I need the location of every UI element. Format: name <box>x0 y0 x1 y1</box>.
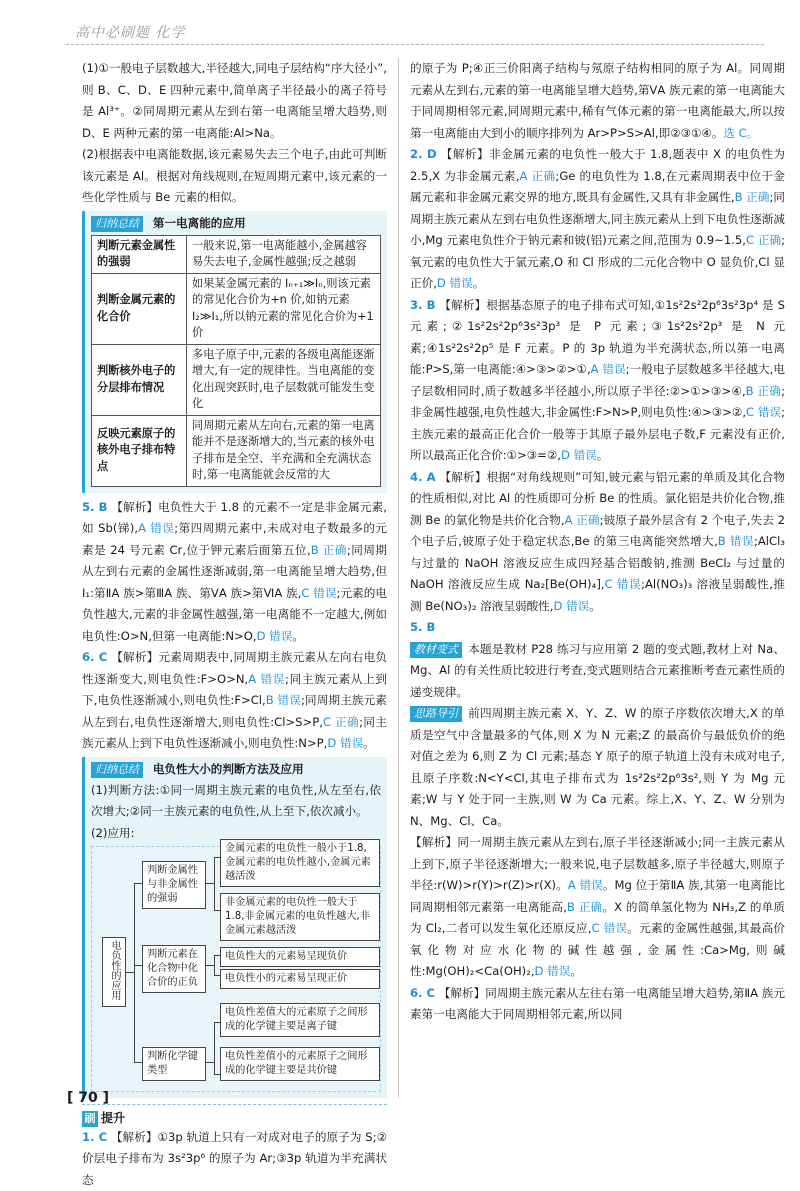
section-label: 提升 <box>101 1111 125 1125</box>
page-number: [ 70 ] <box>67 1090 109 1106</box>
verdict: C 正确 <box>323 715 359 729</box>
verdict: B 正确 <box>311 543 347 557</box>
diagram-leaf: 电负性差值小的元素原子之间形成的化学键主要是共价键 <box>220 1047 380 1081</box>
textbook-variant <box>410 639 785 704</box>
table-key: 反映元素原子的核外电子排布特点 <box>92 415 187 486</box>
text: ;同周期从左到右元素的金属性逐渐减弱,第一电离能呈增大趋势,但 I₁:第ⅡA 族>第ⅢA 族、第ⅤA 族>第ⅥA 族, <box>82 543 387 600</box>
text: 前四周期主族元素 X、Y、Z、W 的原子序数依次增大,X 的单质是空气中含量最多的气体,则 X 为 N 元素;Z 的最高价与最低负价的绝对值之差为 6,则 Z 为 Cl 元素;基态 Y 原子的原子轨道上没有未成对电子,且原子序数:N<Y<Cl,其电子排布式为 1s²2s²2p⁶3s²,则 Y 为 Mg 元素;W 与 Y 处于同一主族,则 W 为 Ca 元素。综上,X、Y、Z、W 分别为 N、Mg、Cl、Ca。 <box>410 706 785 828</box>
summary-title: 电负性大小的判断方法及应用 <box>153 762 304 776</box>
table-value: 一般来说,第一电离能越小,金属越容易失去电子,金属性越强;反之越弱 <box>187 235 381 273</box>
verdict: D 错误 <box>535 964 571 978</box>
table-key: 判断元素金属性的强弱 <box>92 235 187 273</box>
table-key: 判断核外电子的分层排布情况 <box>92 344 187 415</box>
text: 的原子为 P;④正三价阳离子结构与氖原子结构相同的原子为 Al。同周期元素从左到右,元素的第一电离能呈增大趋势,第ⅤA 族元素的第一电离能大于同周期相邻元素,同周期元素中,稀有气体元素的第一电离能最大,所以按第一电离能由大到小的顺序排列为 Ar>P>S>Al,即②③①④。 <box>410 61 785 140</box>
verdict: A 错误 <box>568 878 603 892</box>
text: 本题是教材 P28 练习与应用第 2 题的变式题,教材上对 Na、Mg、Al 的有关性质比较进行考查,变式题则结合元素推断考查元素性质的递变规律。 <box>410 642 785 699</box>
text: 【解析】同一周期主族元素从左到右,原子半径逐渐减小;同一主族元素从上到下,原子半径逐渐增大;一般来说,电子层数越多,原子半径越大,则原子半径:r(W)>r(Y)>r(Z)>r(X)。 <box>410 835 785 892</box>
diagram-connector <box>206 1062 214 1063</box>
text: ;元素的电负性越大,元素的非金属性越强,第一电离能不一定越大,例如电负性:O>N,但第一电离能:N>O, <box>82 586 387 643</box>
table-row <box>92 344 381 415</box>
summary-tag: 归纳总结 <box>91 216 143 232</box>
answer-paragraph-2: (2)根据表中电离能数据,该元素易失去三个电子,由此可判断该元素是 Al。根据对角线规则,在短周期元素中,该元素的一些化学性质与 Be 元素的相似。 <box>82 144 387 209</box>
verdict: C 错误 <box>605 577 642 591</box>
diagram-connector <box>214 955 215 975</box>
text: ;同主族元素从上到下,电负性逐渐减小,则电负性:F>Cl, <box>82 672 387 708</box>
summary-line: (1)判断方法:①同一周期主族元素的电负性,从左至右,依次增大;②同一主族元素的电负性,从上至下,依次减小。 <box>91 780 381 823</box>
answer-paragraph-1: (1)①一般电子层数越大,半径越大,同电子层结构“序大径小”,则 B、C、D、E 四种元素中,简单离子半径最小的离子符号是 Al³⁺。②同周期元素从左到右第一电离能呈增大趋势,则 D、E 两种元素的第一电离能:Al>Na。 <box>82 58 387 144</box>
left-column <box>82 58 387 1191</box>
right-column <box>410 58 785 1026</box>
text: ;主族元素的最高正化合价一般等于其原子最外层电子数,F 元素没有正价,所以最高正化合价:①>③=②, <box>410 405 785 462</box>
table-key: 判断金属元素的化合价 <box>92 273 187 344</box>
text: ;一般电子层数越多半径越大,电子层数相同时,质子数越多半径越小,所以原子半径:②>①>③>④, <box>410 362 785 398</box>
verdict: C 错误 <box>592 921 628 935</box>
section-tisheng <box>82 1104 387 1127</box>
diagram-branch-bond: 判断化学键类型 <box>142 1047 206 1081</box>
diagram-connector <box>134 883 135 1063</box>
text: ;氧元素的电负性大于氯元素,O 和 Cl 形成的二元化合物中 O 显负价,Cl 显正价, <box>410 233 785 290</box>
verdict: D 错误 <box>327 736 363 750</box>
verdict: A 错误 <box>248 672 285 686</box>
diagram-connector <box>214 1022 215 1074</box>
verdict: D 错误 <box>553 599 589 613</box>
verdict: B 错误 <box>266 693 301 707</box>
diagram-connector <box>134 1062 142 1063</box>
text: 【解析】元素周期表中,同周期主族元素从左向右电负性逐渐变大,则电负性:F>O>N, <box>82 650 387 686</box>
question-number: 5. B <box>410 620 435 634</box>
text: 【解析】根据“对角线规则”可知,铍元素与铝元素的单质及其化合物的性质相似,对比 Al 的性质即可分析 Be 的性质。氯化铝是共价化合物,推测 Be 的氯化物是共价化合物, <box>410 470 785 527</box>
diagram-leaf: 非金属元素的电负性一般大于1.8,非金属元素的电负性越大,非金属元素越活泼 <box>220 893 380 941</box>
question-5-number <box>410 617 785 639</box>
verdict: A 错误 <box>138 521 174 535</box>
text: 。元素的金属性越强,其最高价氧化物对应水化物的碱性越强,金属性:Ca>Mg,则碱性:Mg(OH)₂<Ca(OH)₂, <box>410 921 785 978</box>
question-number: 6. C <box>82 650 107 664</box>
text: 【解析】同周期主族元素从左往右第一电离能呈增大趋势,第ⅡA 族元素第一电离能大于同周期相邻元素,所以同 <box>410 986 785 1022</box>
diagram-leaf: 电负性小的元素易呈现正价 <box>220 969 380 989</box>
verdict: C 错误 <box>746 405 781 419</box>
text: ;Al(NO₃)₃ 溶液呈弱酸性,推测 Be(NO₃)₂ 溶液呈弱酸性, <box>410 577 785 613</box>
thinking-guide <box>410 703 785 832</box>
question-4-explanation <box>410 467 785 618</box>
text: ;第四周期元素中,未成对电子数最多的元素是 24 号元素 Cr,位于钾元素后面第五位, <box>82 521 387 557</box>
text: ;同主族元素从上到下电负性逐渐减小,则电负性:N>P, <box>82 715 387 751</box>
verdict: D 错误 <box>437 276 473 290</box>
verdict: 选 C。 <box>723 126 758 140</box>
diagram-connector <box>126 972 134 973</box>
verdict: B 正确 <box>567 900 602 914</box>
diagram-branch-metal: 判断金属性与非金属性的强弱 <box>142 861 206 909</box>
summary-line: (2)应用: <box>91 823 381 845</box>
running-header: 高中必刷题 化学 <box>75 22 185 42</box>
diagram-leaf: 电负性大的元素易呈现负价 <box>220 947 380 967</box>
table-row <box>92 273 381 344</box>
brush-icon: 刷 <box>82 1111 98 1127</box>
question-5-explanation <box>82 497 387 648</box>
text: 。 <box>473 276 485 290</box>
electronegativity-diagram <box>91 846 381 1092</box>
text: 【解析】非金属元素的电负性一般大于 1.8,题表中 X 的电负性为 2.5,X 为非金属元素, <box>410 147 785 183</box>
column-divider <box>398 58 399 1098</box>
diagram-connector <box>134 883 142 884</box>
verdict: C 正确 <box>746 233 781 247</box>
table-value: 多电子原子中,元素的各级电离能逐渐增大,有一定的规律性。当电离能的变化出现突跃时,电子层数就可能发生变化 <box>187 344 381 415</box>
summary-first-ionization <box>82 211 387 493</box>
text: 。 <box>292 629 304 643</box>
text: ;Ge 的电负性为 1.8,在元素周期表中位于金属元素和非金属元素交界的地方,既具有金属性,又具有非金属性, <box>410 169 785 205</box>
diagram-connector <box>206 883 214 884</box>
verdict: D 错误 <box>257 629 293 643</box>
text: 。 <box>363 736 375 750</box>
question-3-explanation <box>410 295 785 467</box>
summary-tag: 归纳总结 <box>91 762 143 778</box>
text: 。X 的简单氢化物为 NH₃,Z 的单质为 Cl₂,二者可以发生氧化还原反应, <box>410 900 785 936</box>
question-6-explanation <box>82 647 387 755</box>
answer-continuation <box>410 58 785 144</box>
text: 【解析】电负性大于 1.8 的元素不一定是非金属元素,如 Sb(锑), <box>82 500 387 536</box>
verdict: B 正确 <box>735 190 770 204</box>
table-value: 如果某金属元素的 Iₙ₊₁≫Iₙ,则该元素的常见化合价为+n 价,如钠元素 I₂≫I₁,所以钠元素的常见化合价为+1 价 <box>187 273 381 344</box>
summary-title: 第一电离能的应用 <box>153 216 246 230</box>
table-row <box>92 235 381 273</box>
variant-tag: 教材变式 <box>410 642 462 658</box>
guide-tag: 思路导引 <box>410 706 462 722</box>
question-number: 2. D <box>410 147 437 161</box>
question-6-explanation <box>410 983 785 1026</box>
text: 。 <box>570 964 582 978</box>
question-1-explanation <box>82 1127 387 1191</box>
question-number: 4. A <box>410 470 436 484</box>
question-number: 5. B <box>82 500 107 514</box>
text: ;同周期主族元素从左到右,电负性逐渐增大,则电负性:Cl>S>P, <box>82 693 387 729</box>
text: 【解析】根据基态原子的电子排布式可知,①1s²2s²2p⁶3s²3p⁴ 是 S 元素;②1s²2s²2p⁶3s²3p³ 是 P 元素;③1s²2s²2p³ 是 N 元素;④1s²2s²2p⁵ 是 F 元素。P 的 3p 轨道为半充满状态,所以第一电离能:P>S,第一电离能:④>③>②>①, <box>410 298 785 377</box>
verdict: A 正确 <box>520 169 556 183</box>
summary-electronegativity <box>82 757 387 1099</box>
verdict: A 错误 <box>591 362 626 376</box>
table-value: 同周期元素从左向右,元素的第一电离能并不是逐渐增大的,当元素的核外电子排布是全空、半充满和全充满状态时,第一电离能就会反常的大 <box>187 415 381 486</box>
text: ;同周期主族元素从左到右电负性逐渐增大,同主族元素从上到下电负性逐渐减小,Mg 元素电负性介于钠元素和铍(铝)元素之间,范围为 0.9~1.5, <box>410 190 785 247</box>
diagram-leaf: 金属元素的电负性一般小于1.8,金属元素的电负性越小,金属元素越活泼 <box>220 839 380 887</box>
diagram-connector <box>134 965 142 966</box>
verdict: C 错误 <box>301 586 336 600</box>
question-2-explanation <box>410 144 785 295</box>
table-row <box>92 415 381 486</box>
question-number: 3. B <box>410 298 436 312</box>
verdict: D 错误 <box>561 448 597 462</box>
text: 。Mg 位于第ⅡA 族,其第一电离能比同周期相邻元素第一电离能高, <box>410 878 785 914</box>
verdict: A 正确 <box>565 513 600 527</box>
verdict: B 错误 <box>718 534 754 548</box>
text: 。 <box>589 599 601 613</box>
question-5-explanation <box>410 832 785 983</box>
question-number: 6. C <box>410 986 435 1000</box>
diagram-connector <box>214 857 215 911</box>
text: 【解析】①3p 轨道上只有一对成对电子的原子为 S;②价层电子排布为 3s²3p⁶ 的原子为 Ar;③3p 轨道为半充满状态 <box>82 1130 387 1187</box>
diagram-branch-valence: 判断元素在化合物中化合价的正负 <box>142 945 206 993</box>
header-divider <box>66 44 764 45</box>
question-number: 1. C <box>82 1130 107 1144</box>
diagram-connector <box>206 965 214 966</box>
text: 。 <box>597 448 609 462</box>
diagram-root: 电负性的应用 <box>102 937 126 1007</box>
text: ;铍原子最外层含有 2 个电子,失去 2 个电子后,铍原子处于稳定状态,Be 的第三电离能突然增大, <box>410 513 785 549</box>
diagram-leaf: 电负性差值大的元素原子之间形成的化学键主要是离子键 <box>220 1003 380 1037</box>
ionization-table <box>91 235 381 487</box>
text: ;非金属性越强,电负性越大,非金属性:F>N>P,则电负性:④>③>②, <box>410 384 785 420</box>
text: ;AlCl₃ 与过量的 NaOH 溶液反应生成四羟基合铝酸钠,推测 BeCl₂ 与过量的 NaOH 溶液反应生成 Na₂[Be(OH)₄], <box>410 534 785 591</box>
verdict: B 正确 <box>746 384 781 398</box>
